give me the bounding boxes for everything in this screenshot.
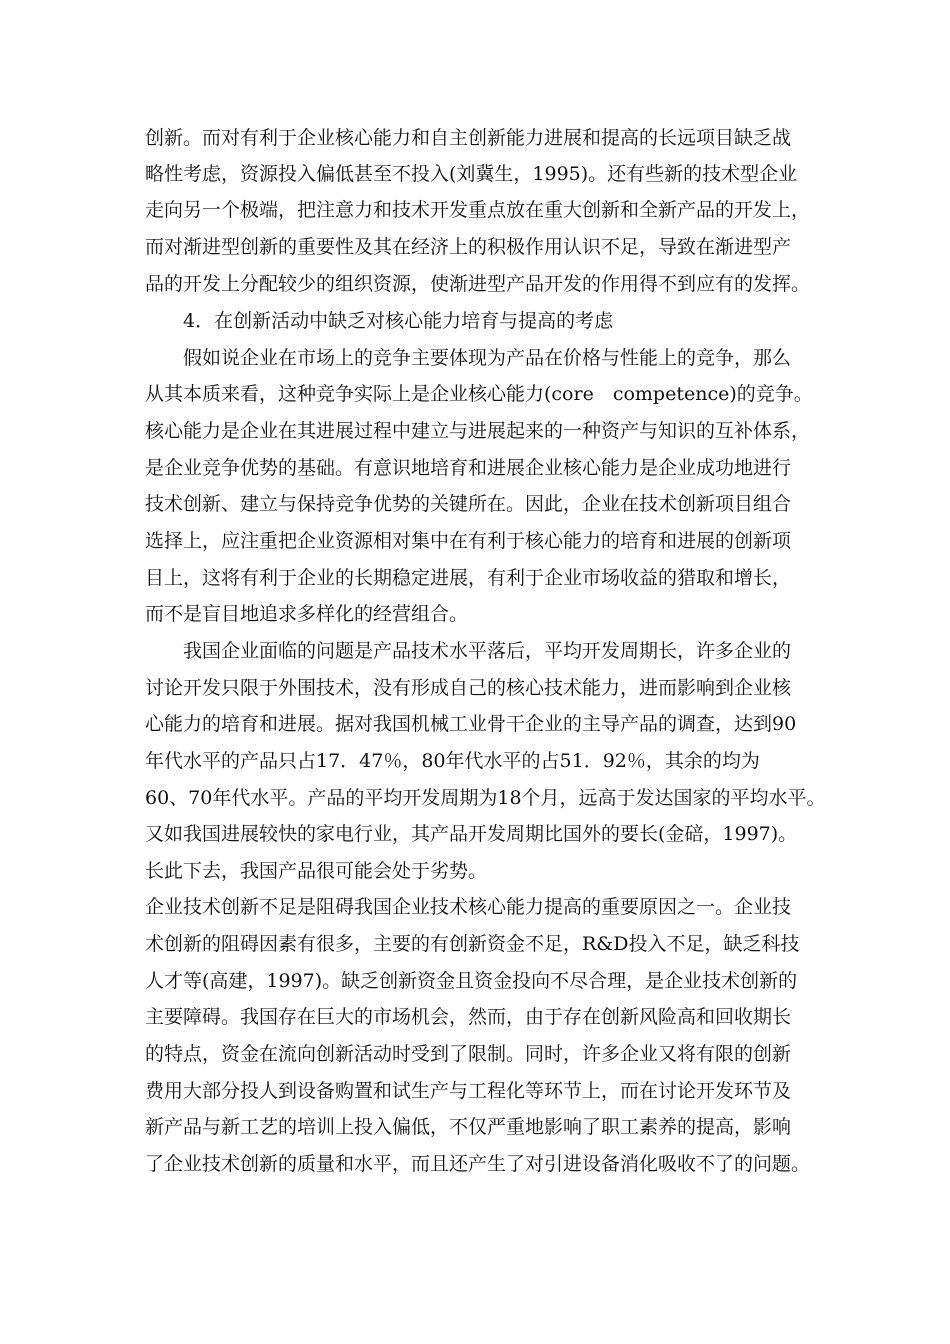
text-line: 而对渐进型创新的重要性及其在经济上的积极作用认识不足，导致在渐进型产: [145, 236, 792, 258]
text-line: 又如我国进展较快的家电行业，其产品开发周期比国外的要长(金碚，1997)。: [145, 823, 798, 845]
text-line: 了企业技术创新的质量和水平，而且还产生了对引进设备消化吸收不了的问题。: [145, 1153, 811, 1175]
text-line: 60、70年代水平。产品的平均开发周期为18个月，远高于发达国家的平均水平。: [145, 787, 826, 809]
text-line: 是企业竞争优势的基础。有意识地培育和进展企业核心能力是企业成功地进行: [145, 457, 792, 479]
text-line: 选择上，应注重把企业资源相对集中在有利于核心能力的培育和进展的创新项: [145, 530, 792, 552]
text-line: 主要障碍。我国存在巨大的市场机会，然而，由于存在创新风险高和回收期长: [145, 1006, 792, 1028]
text-line: 人才等(高建，1997)。缺乏创新资金且资金投向不尽合理，是企业技术创新的: [145, 970, 798, 992]
text-line: 技术创新、建立与保持竞争优势的关键所在。因此，企业在技术创新项目组合: [145, 493, 792, 515]
text-line: 长此下去，我国产品很可能会处于劣势。: [145, 860, 488, 882]
text-line: 创新。而对有利于企业核心能力和自主创新能力进展和提高的长远项目缺乏战: [145, 127, 792, 149]
text-line: 费用大部分投人到设备购置和试生产与工程化等环节上，而在讨论开发环节及: [145, 1080, 792, 1102]
text-line: 目上，这将有利于企业的长期稳定进展，有利于企业市场收益的猎取和增长，: [145, 567, 792, 589]
text-line: 术创新的阻碍因素有很多，主要的有创新资金不足，R&D投入不足，缺乏科技: [145, 933, 800, 955]
text-line: 我国企业面临的问题是产品技术水平落后，平均开发周期长，许多企业的: [183, 640, 792, 662]
section-heading: 4．在创新活动中缺乏对核心能力培育与提高的考虑: [183, 310, 614, 332]
text-line: 走向另一个极端，把注意力和技术开发重点放在重大创新和全新产品的开发上，: [145, 199, 811, 221]
text-line: 核心能力是企业在其进展过程中建立与进展起来的一种资产与知识的互补体系，: [145, 420, 811, 442]
text-line: 心能力的培育和进展。据对我国机械工业骨干企业的主导产品的调查，达到90: [145, 713, 797, 735]
text-line: 略性考虑，资源投入偏低甚至不投入(刘冀生，1995)。还有些新的技术型企业: [145, 163, 798, 185]
text-line: 品的开发上分配较少的组织资源，使渐进型产品开发的作用得不到应有的发挥。: [145, 273, 811, 295]
text-line: 的特点，资金在流向创新活动时受到了限制。同时，许多企业又将有限的创新: [145, 1043, 792, 1065]
text-line: 讨论开发只限于外围技术，没有形成自己的核心技术能力，进而影响到企业核: [145, 677, 792, 699]
text-line: 从其本质来看，这种竞争实际上是企业核心能力(core competence)的竞争。: [145, 383, 813, 405]
text-line: 企业技术创新不足是阻碍我国企业技术核心能力提高的重要原因之一。企业技: [145, 896, 792, 918]
text-line: 年代水平的产品只占17．47％，80年代水平的占51．92％，其余的均为: [145, 750, 760, 772]
text-line: 而不是盲目地追求多样化的经营组合。: [145, 603, 469, 625]
text-line: 新产品与新工艺的培训上投入偏低，不仅严重地影响了职工素养的提高，影响: [145, 1116, 792, 1138]
text-line: 假如说企业在市场上的竞争主要体现为产品在价格与性能上的竞争，那么: [183, 347, 792, 369]
